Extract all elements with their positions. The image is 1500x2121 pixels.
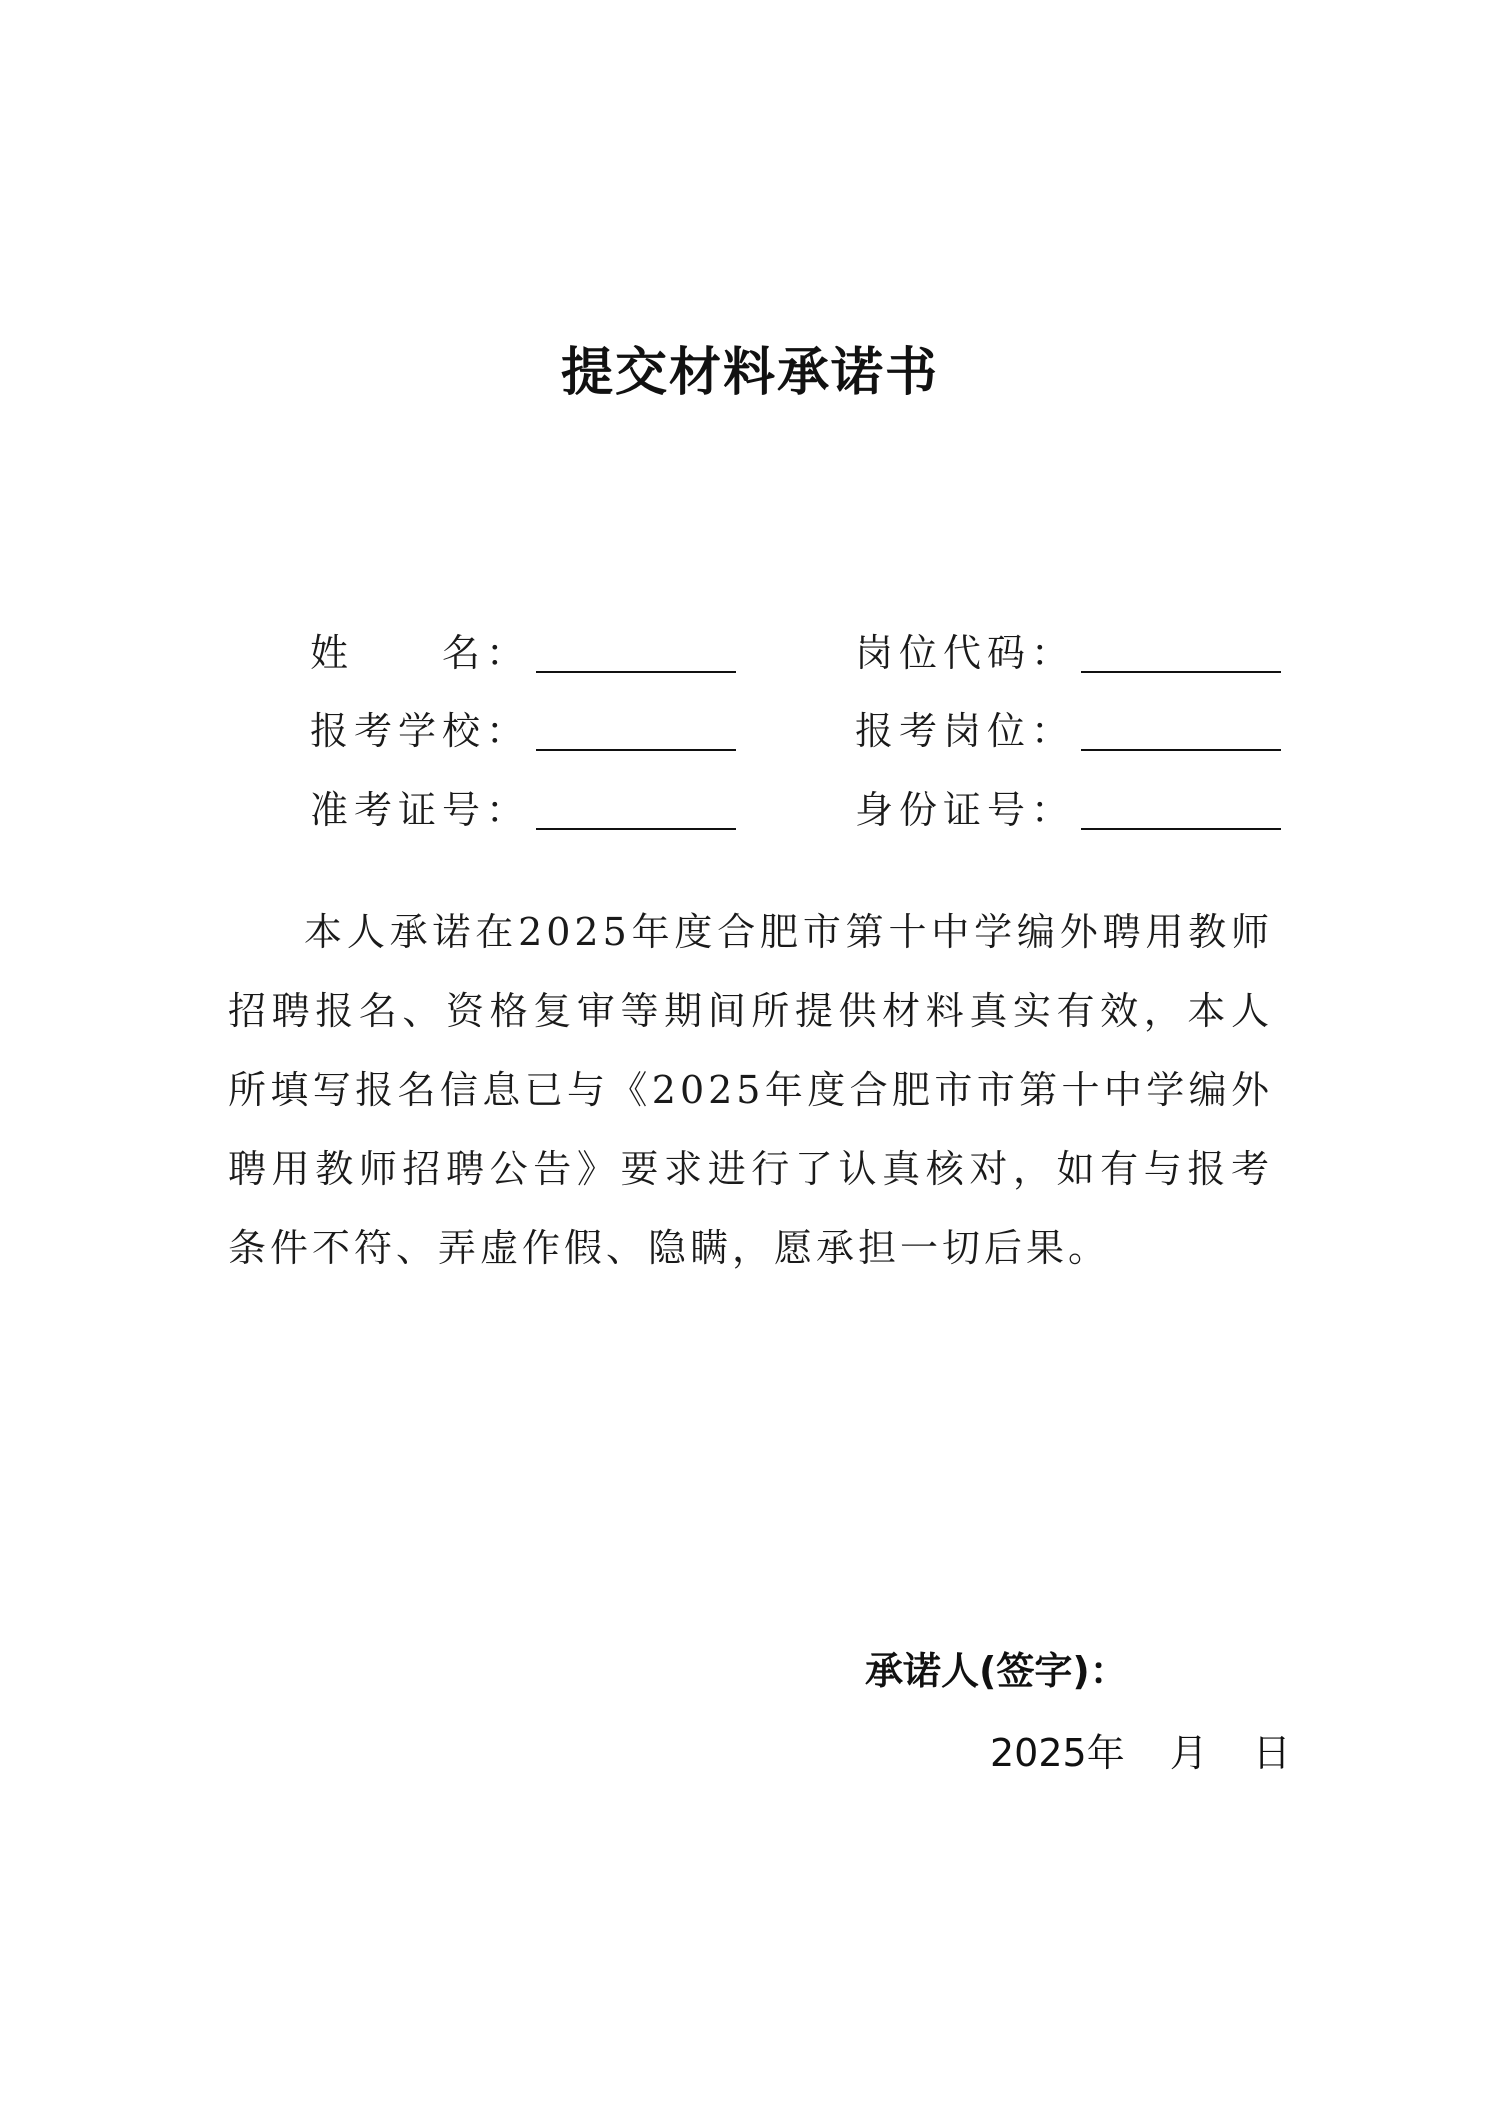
date-year: 2025年 [990,1731,1125,1775]
post-code-blank-line[interactable] [1081,671,1281,673]
date-line [990,1722,1291,1777]
name-label: 姓 名： [310,631,531,675]
school-blank-line[interactable] [536,749,736,751]
signature-label: 承诺人(签字)： [865,1649,1128,1693]
admission-no-blank-line[interactable] [536,828,736,830]
post-code-field [855,627,1281,677]
admission-no-field [310,784,736,834]
id-no-label: 身份证号： [855,788,1076,832]
school-field [310,705,736,755]
position-field [855,705,1281,755]
id-no-blank-line[interactable] [1081,828,1281,830]
date-day: 日 [1252,1731,1291,1775]
name-field [310,627,736,677]
date-month: 月 [1169,1731,1208,1775]
position-label: 报考岗位： [855,709,1076,753]
document-title: 提交材料承诺书 [560,343,939,403]
post-code-label: 岗位代码： [855,631,1076,675]
position-blank-line[interactable] [1081,749,1281,751]
name-blank-line[interactable] [536,671,736,673]
admission-no-label: 准考证号： [310,788,531,832]
school-label: 报考学校： [310,709,531,753]
id-no-field [855,784,1281,834]
commitment-paragraph: 本人承诺在2025年度合肥市第十中学编外聘用教师招聘报名、资格复审等期间所提供材料真实有效，本人所填写报名信息已与《2025年度合肥市市第十中学编外聘用教师招聘公告》要求进行了认真核对，如有与报考条件不符、弄虚作假、隐瞒，愿承担一切后果。 [228,910,1273,1270]
